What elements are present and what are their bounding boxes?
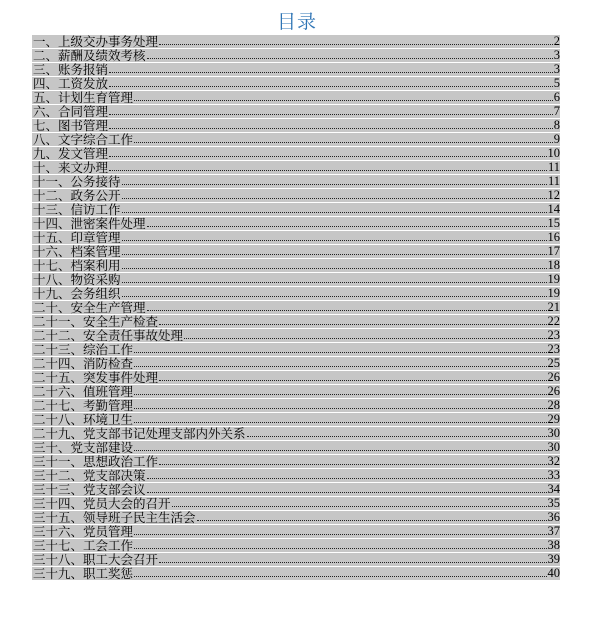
toc-entry-page-number: 17 [547, 244, 560, 258]
toc-entry-label: 十二、政务公开 [33, 188, 121, 202]
toc-entry-page-number: 35 [547, 496, 560, 510]
toc-entry-label: 八、文字综合工作 [33, 132, 134, 146]
toc-entry[interactable] [32, 342, 560, 356]
toc-entry-label: 二十二、安全责任事故处理 [33, 328, 184, 342]
toc-title: 目录 [276, 11, 317, 33]
toc-entry[interactable] [32, 118, 560, 132]
toc-entry-page-number: 9 [553, 132, 560, 146]
toc-entry-highlight [32, 161, 560, 174]
toc-entry-label: 十五、印章管理 [33, 230, 121, 244]
toc-entry-page-number: 2 [553, 34, 560, 48]
toc-entry-label: 三十七、工会工作 [33, 538, 134, 552]
toc-entry-page-number: 23 [547, 328, 560, 342]
toc-entry-label: 三、账务报销 [33, 62, 109, 76]
toc-entry[interactable] [32, 132, 560, 146]
toc-entry-label: 二十八、环境卫生 [33, 412, 134, 426]
toc-entry-label: 十一、公务接待 [33, 174, 121, 188]
toc-entry-label: 十六、档案管理 [33, 244, 121, 258]
toc-entry[interactable] [32, 496, 560, 510]
toc-entry-page-number: 26 [547, 370, 560, 384]
toc-entry[interactable] [32, 188, 560, 202]
toc-entry[interactable] [32, 356, 560, 370]
toc-entry-highlight [32, 147, 560, 160]
toc-entry-label: 十九、会务组织 [33, 286, 121, 300]
toc-dot-leader [134, 449, 546, 451]
toc-dot-leader [134, 547, 546, 549]
toc-entry-page-number: 34 [547, 482, 560, 496]
toc-dot-leader [159, 463, 546, 465]
toc-dot-leader [159, 43, 553, 45]
toc-entry-page-number: 8 [553, 118, 560, 132]
toc-entry-highlight [32, 105, 560, 118]
toc-entry-page-number: 33 [547, 468, 560, 482]
toc-entry-page-number: 26 [547, 384, 560, 398]
toc-dot-leader [247, 435, 547, 437]
toc-entry-page-number: 36 [547, 510, 560, 524]
toc-list [32, 34, 560, 580]
toc-entry-page-number: 11 [547, 174, 560, 188]
toc-dot-leader [147, 491, 547, 493]
toc-entry-label: 七、图书管理 [33, 118, 109, 132]
toc-entry-label: 三十六、党员管理 [33, 524, 134, 538]
toc-entry-label: 四、工资发放 [33, 76, 109, 90]
toc-entry-label: 三十、党支部建设 [33, 440, 134, 454]
toc-dot-leader [147, 57, 553, 59]
toc-dot-leader [122, 211, 547, 213]
toc-entry[interactable] [32, 468, 560, 482]
toc-entry-label: 六、合同管理 [33, 104, 109, 118]
toc-dot-leader [159, 379, 546, 381]
toc-entry[interactable] [32, 286, 560, 300]
toc-dot-leader [159, 323, 546, 325]
toc-entry[interactable] [32, 146, 560, 160]
toc-dot-leader [109, 85, 553, 87]
toc-entry[interactable] [32, 384, 560, 398]
toc-entry[interactable] [32, 48, 560, 62]
toc-entry-page-number: 6 [553, 90, 560, 104]
toc-dot-leader [159, 561, 546, 563]
toc-entry[interactable] [32, 412, 560, 426]
toc-dot-leader [122, 267, 547, 269]
toc-entry-page-number: 21 [547, 300, 560, 314]
toc-dot-leader [184, 337, 546, 339]
toc-entry-page-number: 7 [553, 104, 560, 118]
toc-dot-leader [122, 253, 547, 255]
toc-entry-label: 三十九、职工奖惩 [33, 566, 134, 580]
toc-dot-leader [134, 533, 546, 535]
toc-entry[interactable] [32, 398, 560, 412]
toc-dot-leader [122, 183, 547, 185]
toc-entry-page-number: 37 [547, 524, 560, 538]
toc-dot-leader [122, 197, 547, 199]
toc-dot-leader [109, 113, 553, 115]
toc-entry-page-number: 19 [547, 272, 560, 286]
toc-entry-label: 二、薪酬及绩效考核 [33, 48, 146, 62]
toc-entry[interactable] [32, 258, 560, 272]
toc-dot-leader [134, 365, 546, 367]
toc-entry[interactable] [32, 34, 560, 48]
toc-entry-label: 二十四、消防检查 [33, 356, 134, 370]
toc-entry-page-number: 5 [553, 76, 560, 90]
toc-entry[interactable] [32, 104, 560, 118]
toc-dot-leader [147, 225, 547, 227]
toc-entry-label: 三十二、党支部决策 [33, 468, 146, 482]
toc-dot-leader [109, 71, 553, 73]
toc-entry-page-number: 30 [547, 426, 560, 440]
toc-entry-page-number: 18 [547, 258, 560, 272]
toc-dot-leader [122, 295, 547, 297]
toc-entry[interactable] [32, 426, 560, 440]
toc-entry-label: 九、发文管理 [33, 146, 109, 160]
toc-entry[interactable] [32, 202, 560, 216]
toc-entry[interactable] [32, 524, 560, 538]
toc-entry-page-number: 19 [547, 286, 560, 300]
toc-entry-page-number: 40 [547, 566, 560, 580]
toc-dot-leader [134, 575, 546, 577]
toc-entry[interactable] [32, 62, 560, 76]
toc-entry-label: 三十八、职工大会召开 [33, 552, 159, 566]
toc-entry-label: 二十五、突发事件处理 [33, 370, 159, 384]
toc-dot-leader [122, 281, 547, 283]
toc-entry[interactable] [32, 454, 560, 468]
toc-entry[interactable] [32, 538, 560, 552]
toc-entry-page-number: 12 [547, 188, 560, 202]
toc-entry-page-number: 25 [547, 356, 560, 370]
toc-entry[interactable] [32, 566, 560, 580]
toc-entry-highlight [32, 119, 560, 132]
toc-entry[interactable] [32, 314, 560, 328]
toc-entry-label: 十七、档案利用 [33, 258, 121, 272]
toc-dot-leader [134, 99, 553, 101]
toc-entry-page-number: 28 [547, 398, 560, 412]
toc-dot-leader [109, 169, 547, 171]
toc-entry-page-number: 38 [547, 538, 560, 552]
toc-entry-page-number: 32 [547, 454, 560, 468]
toc-dot-leader [122, 239, 547, 241]
toc-entry-label: 十四、泄密案件处理 [33, 216, 146, 230]
toc-dot-leader [172, 505, 547, 507]
toc-entry-label: 二十九、党支部书记处理支部内外关系 [33, 426, 246, 440]
toc-entry-page-number: 10 [547, 146, 560, 160]
toc-entry-label: 二十三、综治工作 [33, 342, 134, 356]
toc-entry-page-number: 3 [553, 62, 560, 76]
toc-entry[interactable] [32, 244, 560, 258]
toc-entry-label: 三十三、党支部会议 [33, 482, 146, 496]
toc-dot-leader [134, 421, 546, 423]
toc-dot-leader [147, 477, 547, 479]
toc-entry[interactable] [32, 300, 560, 314]
toc-entry[interactable] [32, 482, 560, 496]
toc-dot-leader [134, 407, 546, 409]
toc-entry[interactable] [32, 90, 560, 104]
toc-entry[interactable] [32, 174, 560, 188]
toc-entry-label: 一、上级交办事务处理 [33, 34, 159, 48]
toc-entry-label: 二十七、考勤管理 [33, 398, 134, 412]
toc-entry-page-number: 30 [547, 440, 560, 454]
toc-entry-label: 五、计划生育管理 [33, 90, 134, 104]
toc-dot-leader [134, 393, 546, 395]
toc-entry-page-number: 29 [547, 412, 560, 426]
toc-entry-label: 二十一、安全生产检查 [33, 314, 159, 328]
toc-entry-label: 三十五、领导班子民主生活会 [33, 510, 196, 524]
toc-entry[interactable] [32, 216, 560, 230]
toc-entry-label: 二十、安全生产管理 [33, 300, 146, 314]
toc-entry-page-number: 11 [547, 160, 560, 174]
toc-entry[interactable] [32, 76, 560, 90]
toc-dot-leader [134, 351, 546, 353]
toc-entry-highlight [32, 63, 560, 76]
toc-entry-page-number: 3 [553, 48, 560, 62]
toc-entry[interactable] [32, 510, 560, 524]
toc-entry[interactable] [32, 328, 560, 342]
toc-entry-label: 十三、信访工作 [33, 202, 121, 216]
toc-entry-label: 二十六、值班管理 [33, 384, 134, 398]
toc-entry-label: 三十四、党员大会的召开 [33, 496, 171, 510]
toc-entry-label: 十八、物资采购 [33, 272, 121, 286]
toc-entry[interactable] [32, 230, 560, 244]
toc-entry-page-number: 23 [547, 342, 560, 356]
toc-entry-page-number: 15 [547, 216, 560, 230]
toc-entry[interactable] [32, 440, 560, 454]
toc-entry-page-number: 39 [547, 552, 560, 566]
toc-dot-leader [109, 155, 546, 157]
toc-dot-leader [197, 519, 547, 521]
toc-entry-page-number: 14 [547, 202, 560, 216]
toc-dot-leader [109, 127, 553, 129]
toc-entry[interactable] [32, 272, 560, 286]
toc-dot-leader [134, 141, 553, 143]
toc-entry[interactable] [32, 160, 560, 174]
toc-dot-leader [147, 309, 547, 311]
toc-entry-label: 三十一、思想政治工作 [33, 454, 159, 468]
toc-entry[interactable] [32, 370, 560, 384]
toc-entry-page-number: 16 [547, 230, 560, 244]
toc-entry-highlight [32, 77, 560, 90]
toc-entry[interactable] [32, 552, 560, 566]
toc-entry-label: 十、来文办理 [33, 160, 109, 174]
toc-entry-page-number: 22 [547, 314, 560, 328]
